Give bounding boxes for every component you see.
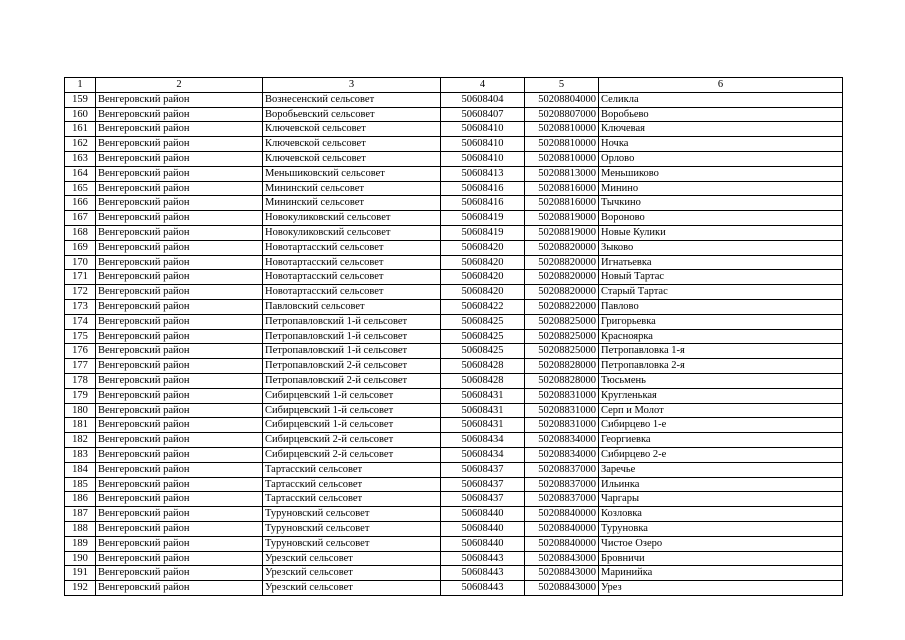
- district-cell: Венгеровский район: [96, 240, 263, 255]
- district-cell: Венгеровский район: [96, 151, 263, 166]
- okato-code-cell: 50608425: [441, 344, 525, 359]
- table-row: [65, 196, 843, 211]
- district-cell: Венгеровский район: [96, 521, 263, 536]
- table-row: [65, 373, 843, 388]
- district-cell: Венгеровский район: [96, 314, 263, 329]
- district-cell: Венгеровский район: [96, 329, 263, 344]
- oktmo-code-cell: 50208828000: [525, 359, 599, 374]
- row-number-cell: 170: [65, 255, 96, 270]
- table-row: [65, 388, 843, 403]
- table-row: [65, 211, 843, 226]
- table-row: [65, 122, 843, 137]
- council-cell: Меньшиковский сельсовет: [263, 166, 441, 181]
- row-number-cell: 177: [65, 359, 96, 374]
- council-cell: Новокуликовский сельсовет: [263, 211, 441, 226]
- row-number-cell: 164: [65, 166, 96, 181]
- row-number-cell: 188: [65, 521, 96, 536]
- council-cell: Тартасский сельсовет: [263, 477, 441, 492]
- oktmo-code-cell: 50208810000: [525, 151, 599, 166]
- okato-code-cell: 50608431: [441, 418, 525, 433]
- table-row: [65, 270, 843, 285]
- okato-code-cell: 50608443: [441, 581, 525, 596]
- council-cell: Сибирцевский 1-й сельсовет: [263, 418, 441, 433]
- district-cell: Венгеровский район: [96, 388, 263, 403]
- table-row: [65, 403, 843, 418]
- oktmo-code-cell: 50208828000: [525, 373, 599, 388]
- settlement-cell: Урез: [599, 581, 843, 596]
- okato-code-cell: 50608420: [441, 240, 525, 255]
- row-number-cell: 166: [65, 196, 96, 211]
- district-cell: Венгеровский район: [96, 137, 263, 152]
- council-cell: Павловский сельсовет: [263, 299, 441, 314]
- settlement-cell: Ильинка: [599, 477, 843, 492]
- okato-code-cell: 50608410: [441, 122, 525, 137]
- okato-code-cell: 50608416: [441, 181, 525, 196]
- council-cell: Урезский сельсовет: [263, 581, 441, 596]
- council-cell: Новокуликовский сельсовет: [263, 225, 441, 240]
- council-cell: Туруновский сельсовет: [263, 521, 441, 536]
- district-cell: Венгеровский район: [96, 373, 263, 388]
- council-cell: Туруновский сельсовет: [263, 507, 441, 522]
- council-cell: Новотартасский сельсовет: [263, 270, 441, 285]
- okato-code-cell: 50608420: [441, 270, 525, 285]
- settlement-cell: Орлово: [599, 151, 843, 166]
- row-number-cell: 165: [65, 181, 96, 196]
- table-row: [65, 255, 843, 270]
- council-cell: Ключевской сельсовет: [263, 137, 441, 152]
- oktmo-code-cell: 50208810000: [525, 122, 599, 137]
- okato-code-cell: 50608407: [441, 107, 525, 122]
- settlement-cell: Новые Кулики: [599, 225, 843, 240]
- column-header-2: 2: [96, 78, 263, 93]
- settlements-table: [64, 77, 843, 596]
- table-row: [65, 433, 843, 448]
- okato-code-cell: 50608431: [441, 403, 525, 418]
- council-cell: Мининский сельсовет: [263, 181, 441, 196]
- oktmo-code-cell: 50208820000: [525, 285, 599, 300]
- okato-code-cell: 50608420: [441, 285, 525, 300]
- table-row: [65, 92, 843, 107]
- council-cell: Мининский сельсовет: [263, 196, 441, 211]
- okato-code-cell: 50608428: [441, 373, 525, 388]
- table-row: [65, 329, 843, 344]
- settlement-cell: Старый Тартас: [599, 285, 843, 300]
- settlement-cell: Бровничи: [599, 551, 843, 566]
- council-cell: Сибирцевский 2-й сельсовет: [263, 447, 441, 462]
- okato-code-cell: 50608443: [441, 566, 525, 581]
- row-number-cell: 181: [65, 418, 96, 433]
- settlement-cell: Чистое Озеро: [599, 536, 843, 551]
- header-row: [65, 78, 843, 93]
- district-cell: Венгеровский район: [96, 418, 263, 433]
- council-cell: Тартасский сельсовет: [263, 462, 441, 477]
- okato-code-cell: 50608425: [441, 329, 525, 344]
- oktmo-code-cell: 50208822000: [525, 299, 599, 314]
- okato-code-cell: 50608410: [441, 151, 525, 166]
- settlement-cell: Георгиевка: [599, 433, 843, 448]
- council-cell: Петропавловский 1-й сельсовет: [263, 344, 441, 359]
- row-number-cell: 173: [65, 299, 96, 314]
- table-row: [65, 581, 843, 596]
- district-cell: Венгеровский район: [96, 551, 263, 566]
- okato-code-cell: 50608419: [441, 211, 525, 226]
- okato-code-cell: 50608434: [441, 433, 525, 448]
- settlement-cell: Заречье: [599, 462, 843, 477]
- row-number-cell: 186: [65, 492, 96, 507]
- okato-code-cell: 50608440: [441, 507, 525, 522]
- settlement-cell: Козловка: [599, 507, 843, 522]
- table-row: [65, 477, 843, 492]
- district-cell: Венгеровский район: [96, 122, 263, 137]
- oktmo-code-cell: 50208837000: [525, 492, 599, 507]
- oktmo-code-cell: 50208837000: [525, 462, 599, 477]
- row-number-cell: 180: [65, 403, 96, 418]
- council-cell: Ключевской сельсовет: [263, 151, 441, 166]
- settlement-cell: Григорьевка: [599, 314, 843, 329]
- okato-code-cell: 50608437: [441, 492, 525, 507]
- row-number-cell: 187: [65, 507, 96, 522]
- council-cell: Сибирцевский 1-й сельсовет: [263, 388, 441, 403]
- row-number-cell: 185: [65, 477, 96, 492]
- settlement-cell: Сибирцево 1-е: [599, 418, 843, 433]
- table-row: [65, 447, 843, 462]
- oktmo-code-cell: 50208816000: [525, 196, 599, 211]
- district-cell: Венгеровский район: [96, 566, 263, 581]
- settlement-cell: Кругленькая: [599, 388, 843, 403]
- column-header-5: 5: [525, 78, 599, 93]
- okato-code-cell: 50608420: [441, 255, 525, 270]
- oktmo-code-cell: 50208843000: [525, 566, 599, 581]
- district-cell: Венгеровский район: [96, 255, 263, 270]
- oktmo-code-cell: 50208843000: [525, 581, 599, 596]
- settlement-cell: Туруновка: [599, 521, 843, 536]
- table-row: [65, 492, 843, 507]
- settlement-cell: Павлово: [599, 299, 843, 314]
- okato-code-cell: 50608422: [441, 299, 525, 314]
- row-number-cell: 182: [65, 433, 96, 448]
- table-row: [65, 462, 843, 477]
- settlement-cell: Новый Тартас: [599, 270, 843, 285]
- settlement-cell: Сибирцево 2-е: [599, 447, 843, 462]
- table-row: [65, 137, 843, 152]
- settlement-cell: Игнатьевка: [599, 255, 843, 270]
- row-number-cell: 176: [65, 344, 96, 359]
- column-header-4: 4: [441, 78, 525, 93]
- district-cell: Венгеровский район: [96, 211, 263, 226]
- table-row: [65, 151, 843, 166]
- oktmo-code-cell: 50208820000: [525, 255, 599, 270]
- row-number-cell: 172: [65, 285, 96, 300]
- table-row: [65, 359, 843, 374]
- row-number-cell: 191: [65, 566, 96, 581]
- okato-code-cell: 50608410: [441, 137, 525, 152]
- council-cell: Петропавловский 1-й сельсовет: [263, 329, 441, 344]
- oktmo-code-cell: 50208840000: [525, 521, 599, 536]
- oktmo-code-cell: 50208837000: [525, 477, 599, 492]
- district-cell: Венгеровский район: [96, 507, 263, 522]
- settlement-cell: Ночка: [599, 137, 843, 152]
- okato-code-cell: 50608431: [441, 388, 525, 403]
- district-cell: Венгеровский район: [96, 196, 263, 211]
- oktmo-code-cell: 50208804000: [525, 92, 599, 107]
- okato-code-cell: 50608404: [441, 92, 525, 107]
- settlement-cell: Зыково: [599, 240, 843, 255]
- okato-code-cell: 50608437: [441, 462, 525, 477]
- settlement-cell: Красноярка: [599, 329, 843, 344]
- council-cell: Сибирцевский 2-й сельсовет: [263, 433, 441, 448]
- okato-code-cell: 50608425: [441, 314, 525, 329]
- district-cell: Венгеровский район: [96, 536, 263, 551]
- oktmo-code-cell: 50208840000: [525, 507, 599, 522]
- oktmo-code-cell: 50208825000: [525, 314, 599, 329]
- district-cell: Венгеровский район: [96, 492, 263, 507]
- council-cell: Тартасский сельсовет: [263, 492, 441, 507]
- council-cell: Воробьевский сельсовет: [263, 107, 441, 122]
- district-cell: Венгеровский район: [96, 462, 263, 477]
- district-cell: Венгеровский район: [96, 181, 263, 196]
- okato-code-cell: 50608419: [441, 225, 525, 240]
- council-cell: Новотартасский сельсовет: [263, 285, 441, 300]
- table-row: [65, 299, 843, 314]
- row-number-cell: 168: [65, 225, 96, 240]
- okato-code-cell: 50608440: [441, 521, 525, 536]
- district-cell: Венгеровский район: [96, 270, 263, 285]
- table-body: [65, 78, 843, 596]
- council-cell: Новотартасский сельсовет: [263, 255, 441, 270]
- council-cell: Урезский сельсовет: [263, 551, 441, 566]
- row-number-cell: 190: [65, 551, 96, 566]
- settlement-cell: Петропавловка 2-я: [599, 359, 843, 374]
- district-cell: Венгеровский район: [96, 403, 263, 418]
- row-number-cell: 175: [65, 329, 96, 344]
- district-cell: Венгеровский район: [96, 359, 263, 374]
- table-row: [65, 166, 843, 181]
- council-cell: Петропавловский 2-й сельсовет: [263, 359, 441, 374]
- district-cell: Венгеровский район: [96, 285, 263, 300]
- settlement-cell: Вороново: [599, 211, 843, 226]
- council-cell: Урезский сельсовет: [263, 566, 441, 581]
- oktmo-code-cell: 50208831000: [525, 403, 599, 418]
- settlement-cell: Селикла: [599, 92, 843, 107]
- table-row: [65, 240, 843, 255]
- council-cell: Сибирцевский 1-й сельсовет: [263, 403, 441, 418]
- council-cell: Вознесенский сельсовет: [263, 92, 441, 107]
- row-number-cell: 167: [65, 211, 96, 226]
- district-cell: Венгеровский район: [96, 344, 263, 359]
- oktmo-code-cell: 50208813000: [525, 166, 599, 181]
- row-number-cell: 169: [65, 240, 96, 255]
- district-cell: Венгеровский район: [96, 433, 263, 448]
- district-cell: Венгеровский район: [96, 225, 263, 240]
- okato-code-cell: 50608443: [441, 551, 525, 566]
- okato-code-cell: 50608413: [441, 166, 525, 181]
- council-cell: Туруновский сельсовет: [263, 536, 441, 551]
- row-number-cell: 183: [65, 447, 96, 462]
- oktmo-code-cell: 50208843000: [525, 551, 599, 566]
- column-header-6: 6: [599, 78, 843, 93]
- oktmo-code-cell: 50208816000: [525, 181, 599, 196]
- district-cell: Венгеровский район: [96, 581, 263, 596]
- okato-code-cell: 50608437: [441, 477, 525, 492]
- district-cell: Венгеровский район: [96, 447, 263, 462]
- row-number-cell: 178: [65, 373, 96, 388]
- okato-code-cell: 50608416: [441, 196, 525, 211]
- okato-code-cell: 50608434: [441, 447, 525, 462]
- district-cell: Венгеровский район: [96, 92, 263, 107]
- oktmo-code-cell: 50208834000: [525, 447, 599, 462]
- column-header-1: 1: [65, 78, 96, 93]
- okato-code-cell: 50608440: [441, 536, 525, 551]
- settlement-cell: Меньшиково: [599, 166, 843, 181]
- settlement-cell: Серп и Молот: [599, 403, 843, 418]
- district-cell: Венгеровский район: [96, 166, 263, 181]
- oktmo-code-cell: 50208831000: [525, 418, 599, 433]
- table-row: [65, 285, 843, 300]
- row-number-cell: 163: [65, 151, 96, 166]
- oktmo-code-cell: 50208820000: [525, 240, 599, 255]
- oktmo-code-cell: 50208810000: [525, 137, 599, 152]
- table-row: [65, 225, 843, 240]
- table-row: [65, 566, 843, 581]
- oktmo-code-cell: 50208819000: [525, 211, 599, 226]
- oktmo-code-cell: 50208819000: [525, 225, 599, 240]
- row-number-cell: 192: [65, 581, 96, 596]
- council-cell: Петропавловский 2-й сельсовет: [263, 373, 441, 388]
- oktmo-code-cell: 50208834000: [525, 433, 599, 448]
- table-row: [65, 344, 843, 359]
- settlement-cell: Ключевая: [599, 122, 843, 137]
- settlement-cell: Тычкино: [599, 196, 843, 211]
- table-row: [65, 507, 843, 522]
- settlement-cell: Чаргары: [599, 492, 843, 507]
- settlement-cell: Петропавловка 1-я: [599, 344, 843, 359]
- district-cell: Венгеровский район: [96, 299, 263, 314]
- table-row: [65, 314, 843, 329]
- council-cell: Петропавловский 1-й сельсовет: [263, 314, 441, 329]
- oktmo-code-cell: 50208825000: [525, 344, 599, 359]
- row-number-cell: 174: [65, 314, 96, 329]
- oktmo-code-cell: 50208831000: [525, 388, 599, 403]
- oktmo-code-cell: 50208820000: [525, 270, 599, 285]
- row-number-cell: 171: [65, 270, 96, 285]
- table-row: [65, 521, 843, 536]
- settlement-cell: Тюсьмень: [599, 373, 843, 388]
- settlement-cell: Минино: [599, 181, 843, 196]
- row-number-cell: 189: [65, 536, 96, 551]
- table-row: [65, 551, 843, 566]
- oktmo-code-cell: 50208825000: [525, 329, 599, 344]
- settlement-cell: Воробьево: [599, 107, 843, 122]
- oktmo-code-cell: 50208840000: [525, 536, 599, 551]
- row-number-cell: 179: [65, 388, 96, 403]
- district-cell: Венгеровский район: [96, 477, 263, 492]
- table-row: [65, 181, 843, 196]
- settlement-cell: Маринийка: [599, 566, 843, 581]
- row-number-cell: 161: [65, 122, 96, 137]
- row-number-cell: 162: [65, 137, 96, 152]
- council-cell: Ключевской сельсовет: [263, 122, 441, 137]
- row-number-cell: 159: [65, 92, 96, 107]
- okato-code-cell: 50608428: [441, 359, 525, 374]
- table-row: [65, 107, 843, 122]
- table-row: [65, 536, 843, 551]
- row-number-cell: 160: [65, 107, 96, 122]
- oktmo-code-cell: 50208807000: [525, 107, 599, 122]
- table-row: [65, 418, 843, 433]
- row-number-cell: 184: [65, 462, 96, 477]
- district-cell: Венгеровский район: [96, 107, 263, 122]
- council-cell: Новотартасский сельсовет: [263, 240, 441, 255]
- column-header-3: 3: [263, 78, 441, 93]
